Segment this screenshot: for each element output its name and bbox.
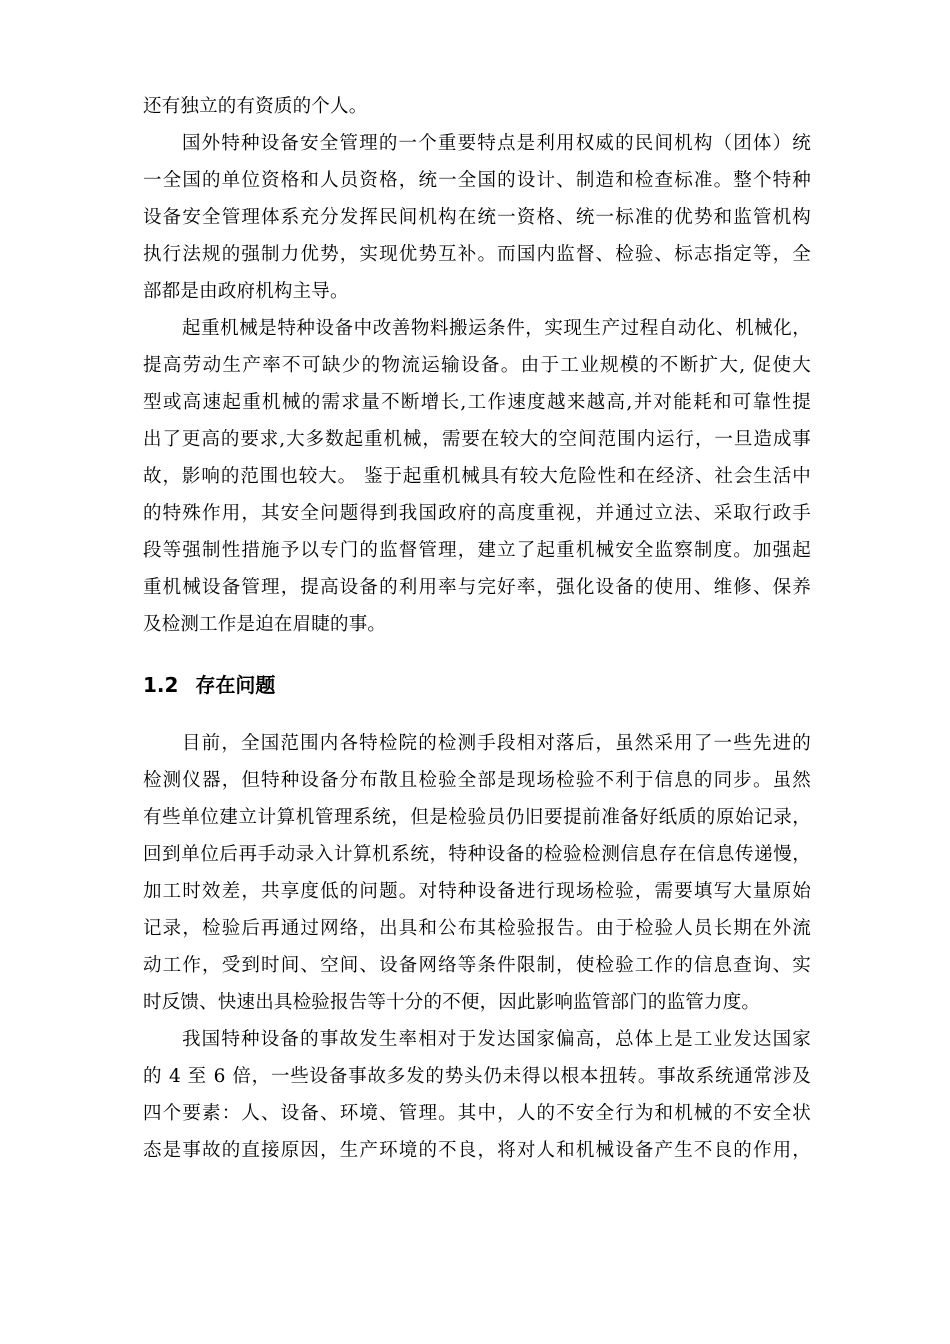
- section-title: 存在问题: [195, 673, 276, 697]
- document-page: [143, 88, 811, 1169]
- paragraph: [143, 125, 811, 310]
- text-line: 四个要素：人、设备、环境、管理。其中，人的不安全行为和机械的不安全状: [143, 1103, 811, 1124]
- text-line: 的 4 至 6 倍，一些设备事故多发的势头仍未得以根本扭转。事故系统通常涉及: [143, 1066, 811, 1087]
- text-line: 回到单位后再手动录入计算机系统，特种设备的检验检测信息存在信息传递慢，: [143, 844, 811, 865]
- text-line: 的特殊作用，其安全问题得到我国政府的高度重视，并通过立法、采取行政手: [143, 503, 811, 524]
- text-line: 段等强制性措施予以专门的监督管理，建立了起重机械安全监察制度。加强起: [143, 540, 811, 561]
- body-text-before-section: [143, 88, 811, 643]
- paragraph: [143, 1021, 811, 1169]
- text-line: 型或高速起重机械的需求量不断增长,工作速度越来越高,并对能耗和可靠性提: [143, 392, 811, 413]
- text-line: 加工时效差，共享度低的问题。对特种设备进行现场检验，需要填写大量原始: [143, 881, 811, 902]
- section-heading: [143, 665, 811, 705]
- text-line: 目前，全国范围内各特检院的检测手段相对落后，虽然采用了一些先进的: [182, 733, 811, 754]
- text-line: 起重机械是特种设备中改善物料搬运条件，实现生产过程自动化、机械化，: [182, 318, 811, 339]
- text-line: 及检测工作是迫在眉睫的事。: [143, 614, 387, 635]
- text-line: 检测仪器，但特种设备分布散且检验全部是现场检验不利于信息的同步。虽然: [143, 770, 811, 791]
- paragraph: [143, 310, 811, 643]
- text-line: 一全国的单位资格和人员资格，统一全国的设计、制造和检查标准。整个特种: [143, 170, 811, 191]
- paragraph: [143, 88, 811, 125]
- text-line: 态是事故的直接原因，生产环境的不良，将对人和机械设备产生不良的作用，: [143, 1140, 811, 1161]
- text-line: 执行法规的强制力优势，实现优势互补。而国内监督、检验、标志指定等，全: [143, 244, 811, 265]
- text-line: 记录，检验后再通过网络，出具和公布其检验报告。由于检验人员长期在外流: [143, 918, 811, 939]
- paragraph: [143, 725, 811, 1021]
- text-line: 提高劳动生产率不可缺少的物流运输设备。由于工业规模的不断扩大, 促使大: [143, 355, 811, 376]
- body-text-after-section: [143, 725, 811, 1169]
- text-line: 动工作，受到时间、空间、设备网络等条件限制，使检验工作的信息查询、实: [143, 955, 811, 976]
- section-number: 1.2: [143, 673, 179, 697]
- text-line: 有些单位建立计算机管理系统，但是检验员仍旧要提前准备好纸质的原始记录，: [143, 807, 811, 828]
- text-line: 故，影响的范围也较大。 鉴于起重机械具有较大危险性和在经济、社会生活中: [143, 466, 811, 487]
- text-line: 国外特种设备安全管理的一个重要特点是利用权威的民间机构（团体）统: [182, 133, 811, 154]
- text-line: 出了更高的要求,大多数起重机械，需要在较大的空间范围内运行，一旦造成事: [143, 429, 811, 450]
- text-line: 我国特种设备的事故发生率相对于发达国家偏高，总体上是工业发达国家: [182, 1029, 811, 1050]
- text-line: 重机械设备管理，提高设备的利用率与完好率，强化设备的使用、维修、保养: [143, 577, 811, 598]
- text-line: 还有独立的有资质的个人。: [143, 96, 368, 117]
- text-line: 时反馈、快速出具检验报告等十分的不便，因此影响监管部门的监管力度。: [143, 992, 761, 1013]
- text-line: 部都是由政府机构主导。: [143, 281, 349, 302]
- text-line: 设备安全管理体系充分发挥民间机构在统一资格、统一标准的优势和监管机构: [143, 207, 811, 228]
